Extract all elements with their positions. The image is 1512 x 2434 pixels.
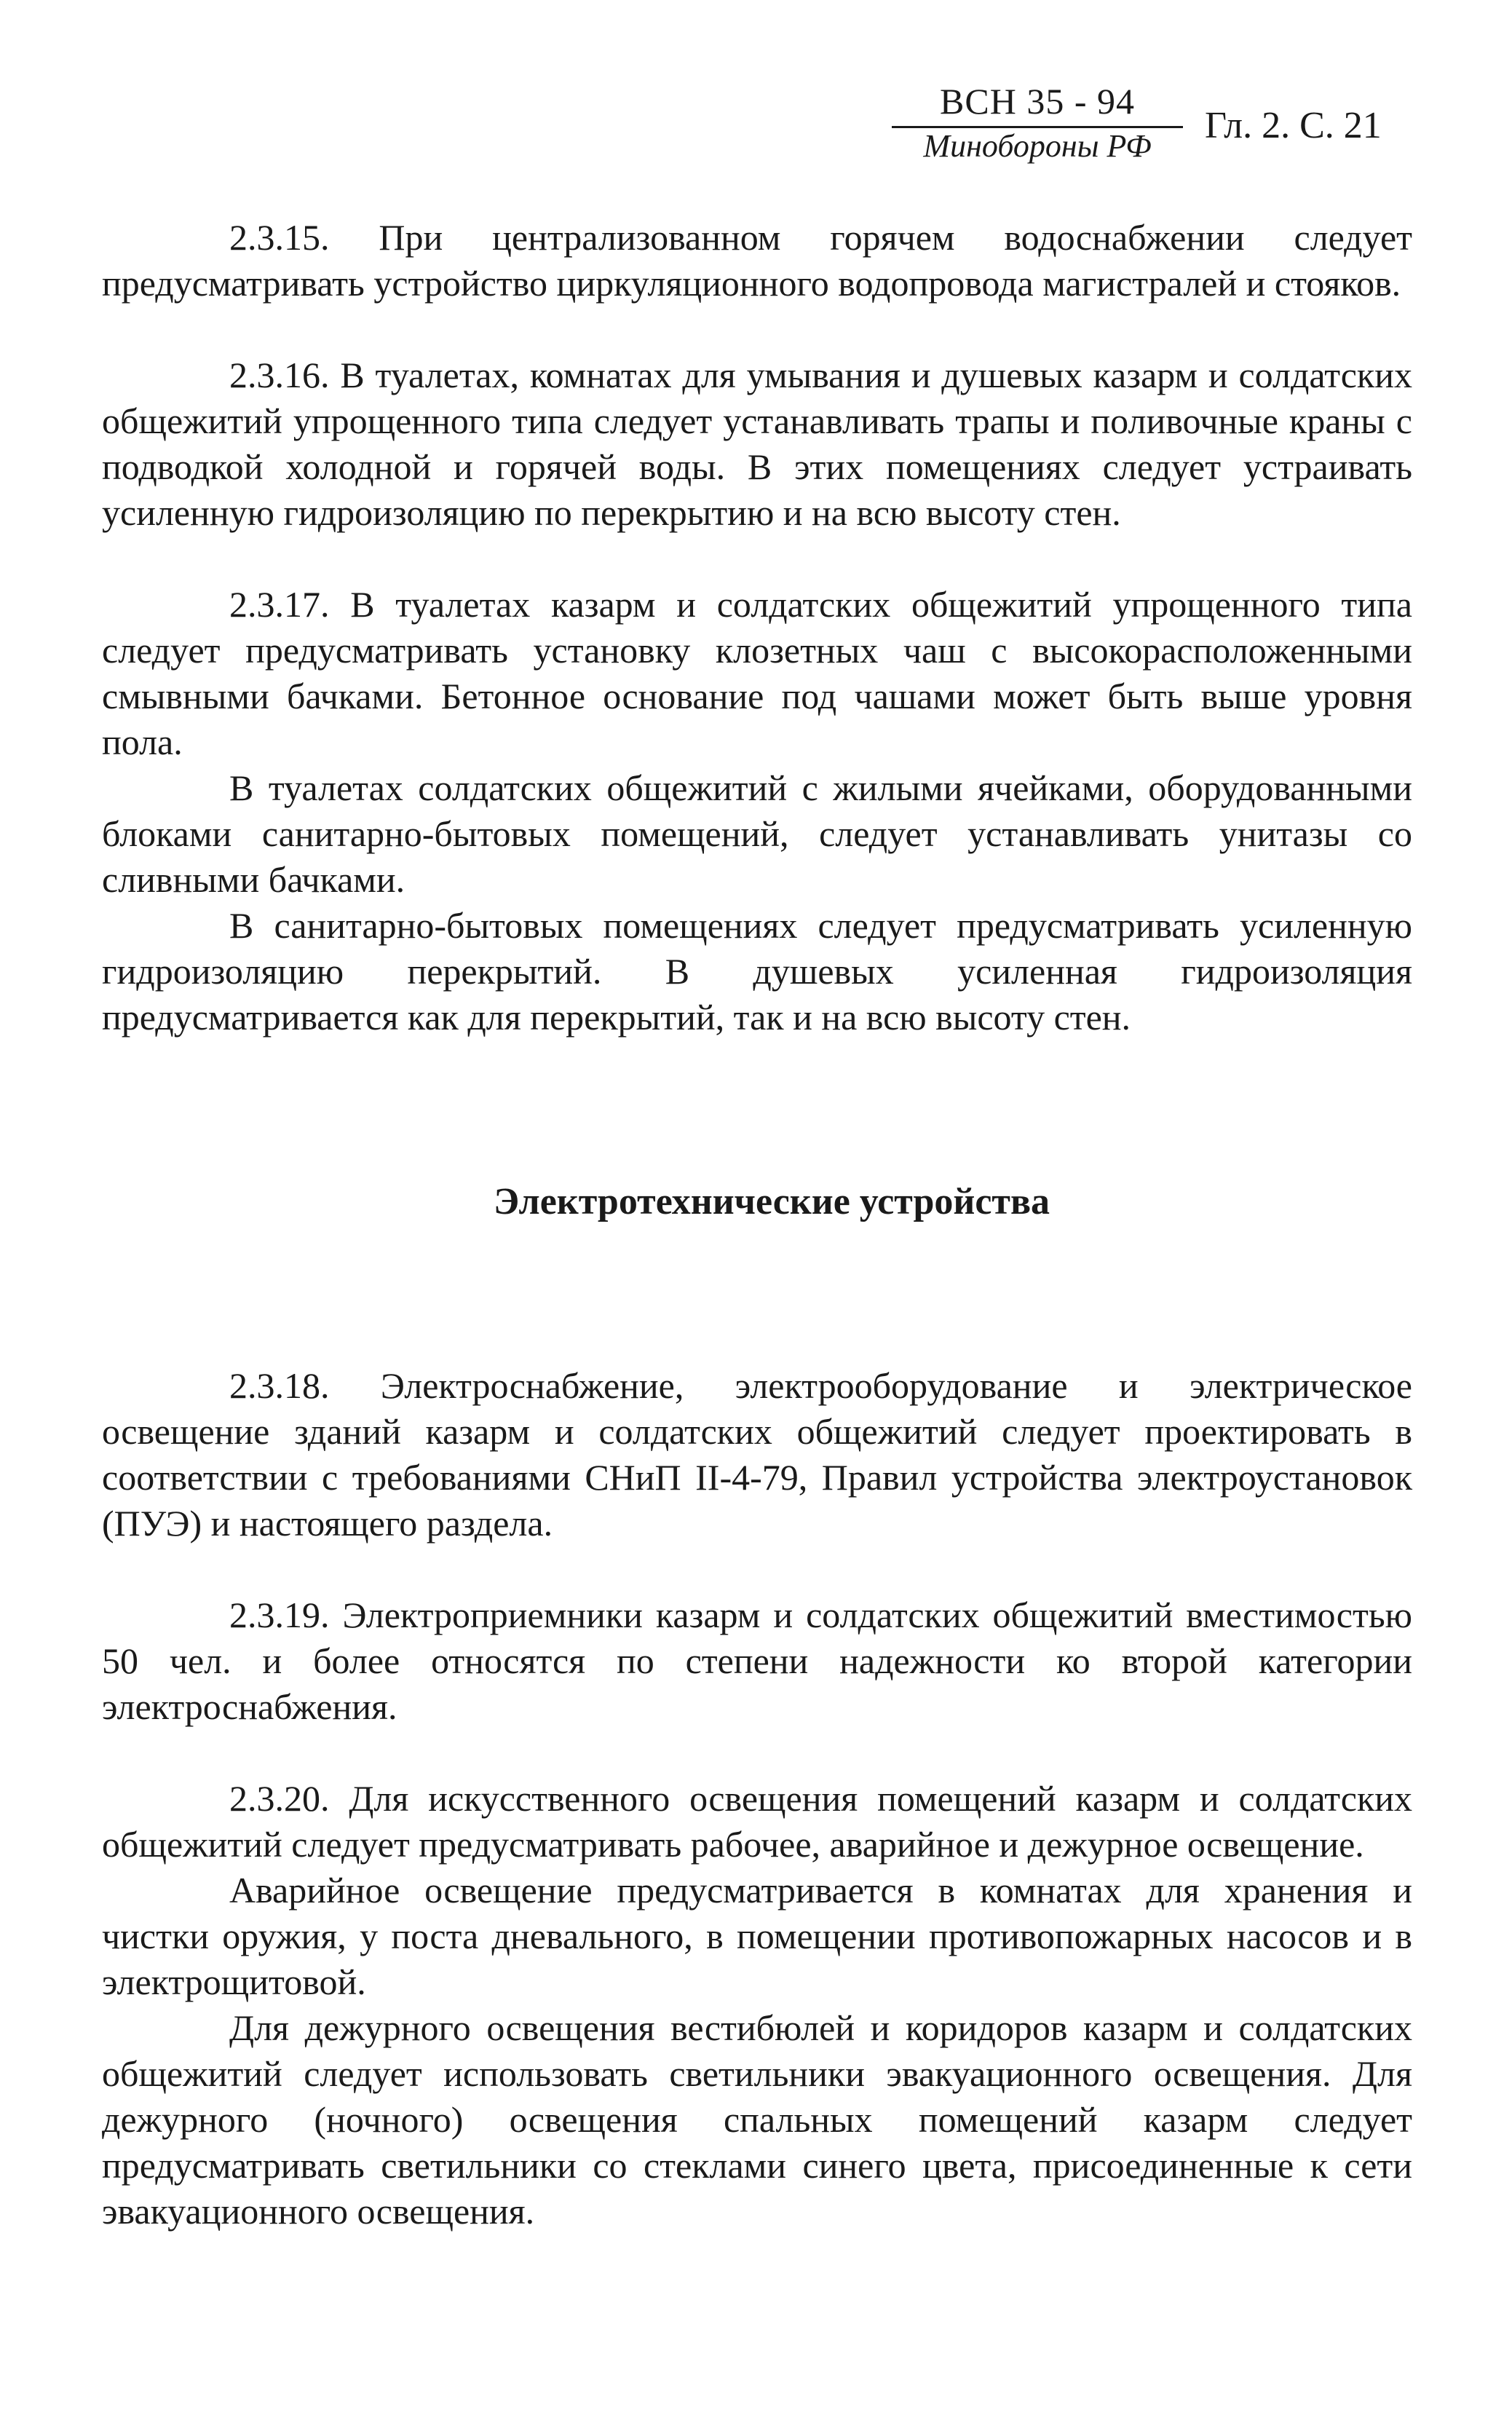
paragraph-2-3-20: 2.3.20. Для искусственного освещения помещений казарм и солдатских общежитий следует предусматривать рабочее, аварийное и дежурное освещение. xyxy=(102,1778,1412,1865)
page-header xyxy=(884,80,1438,167)
paragraph-2-3-20-emergency: Аварийное освещение предусматривается в комнатах для хранения и чистки оружия, у поста дневального, в помещении противопожарных насосов и в электрощитовой. xyxy=(102,1870,1412,2002)
paragraph-2-3-17-toilets: В туалетах солдатских общежитий с жилыми ячейками, оборудованными блоками санитарно-бытовых помещений, следует устанавливать унитазы со сливными бачками. xyxy=(102,767,1412,900)
section-title: Электротехнические устройства xyxy=(493,1181,1050,1222)
paragraph-2-3-20-duty: Для дежурного освещения вестибюлей и коридоров казарм и солдатских общежитий следует использовать светильники эвакуационного освещения. Для дежурного (ночного) освещения спальных помещений казарм следует предусматривать светильники со стеклами синего цвета, присоединенные к сети эвакуационного освещения. xyxy=(102,2007,1412,2232)
chapter-page-reference: Гл. 2. С. 21 xyxy=(1205,105,1382,146)
paragraph-2-3-19: 2.3.19. Электроприемники казарм и солдатских общежитий вместимостью 50 чел. и более относятся по степени надежности ко второй категории электроснабжения. xyxy=(102,1595,1412,1727)
paragraph-2-3-15: 2.3.15. При централизованном горячем водоснабжении следует предусматривать устройство циркуляционного водопровода магистралей и стояков. xyxy=(102,217,1412,304)
page-body xyxy=(102,215,1412,2235)
paragraph-2-3-18: 2.3.18. Электроснабжение, электрооборудование и электрическое освещение зданий казарм и солдатских общежитий следует проектировать в соответствии с требованиями СНиП II-4-79, Правил устройства электроустановок (ПУЭ) и настоящего раздела. xyxy=(102,1365,1412,1544)
document-organization: Минобороны РФ xyxy=(923,128,1152,164)
paragraph-2-3-17-waterproofing: В санитарно-бытовых помещениях следует предусматривать усиленную гидроизоляцию перекрытий. В душевых усиленная гидроизоляция предусматривается как для перекрытий, так и на всю высоту стен. xyxy=(102,905,1412,1038)
paragraph-2-3-17: 2.3.17. В туалетах казарм и солдатских общежитий упрощенного типа следует предусматривать установку клозетных чаш с высокорасположенными смывными бачками. Бетонное основание под чашами может быть выше уровня пола. xyxy=(102,584,1412,762)
paragraph-2-3-16: 2.3.16. В туалетах, комнатах для умывания и душевых казарм и солдатских общежитий упрощенного типа следует устанавливать трапы и поливочные краны с подводкой холодной и горячей воды. В этих помещениях следует устраивать усиленную гидроизоляцию по перекрытию и на всю высоту стен. xyxy=(102,355,1412,533)
document-code: ВСН 35 - 94 xyxy=(940,81,1135,122)
